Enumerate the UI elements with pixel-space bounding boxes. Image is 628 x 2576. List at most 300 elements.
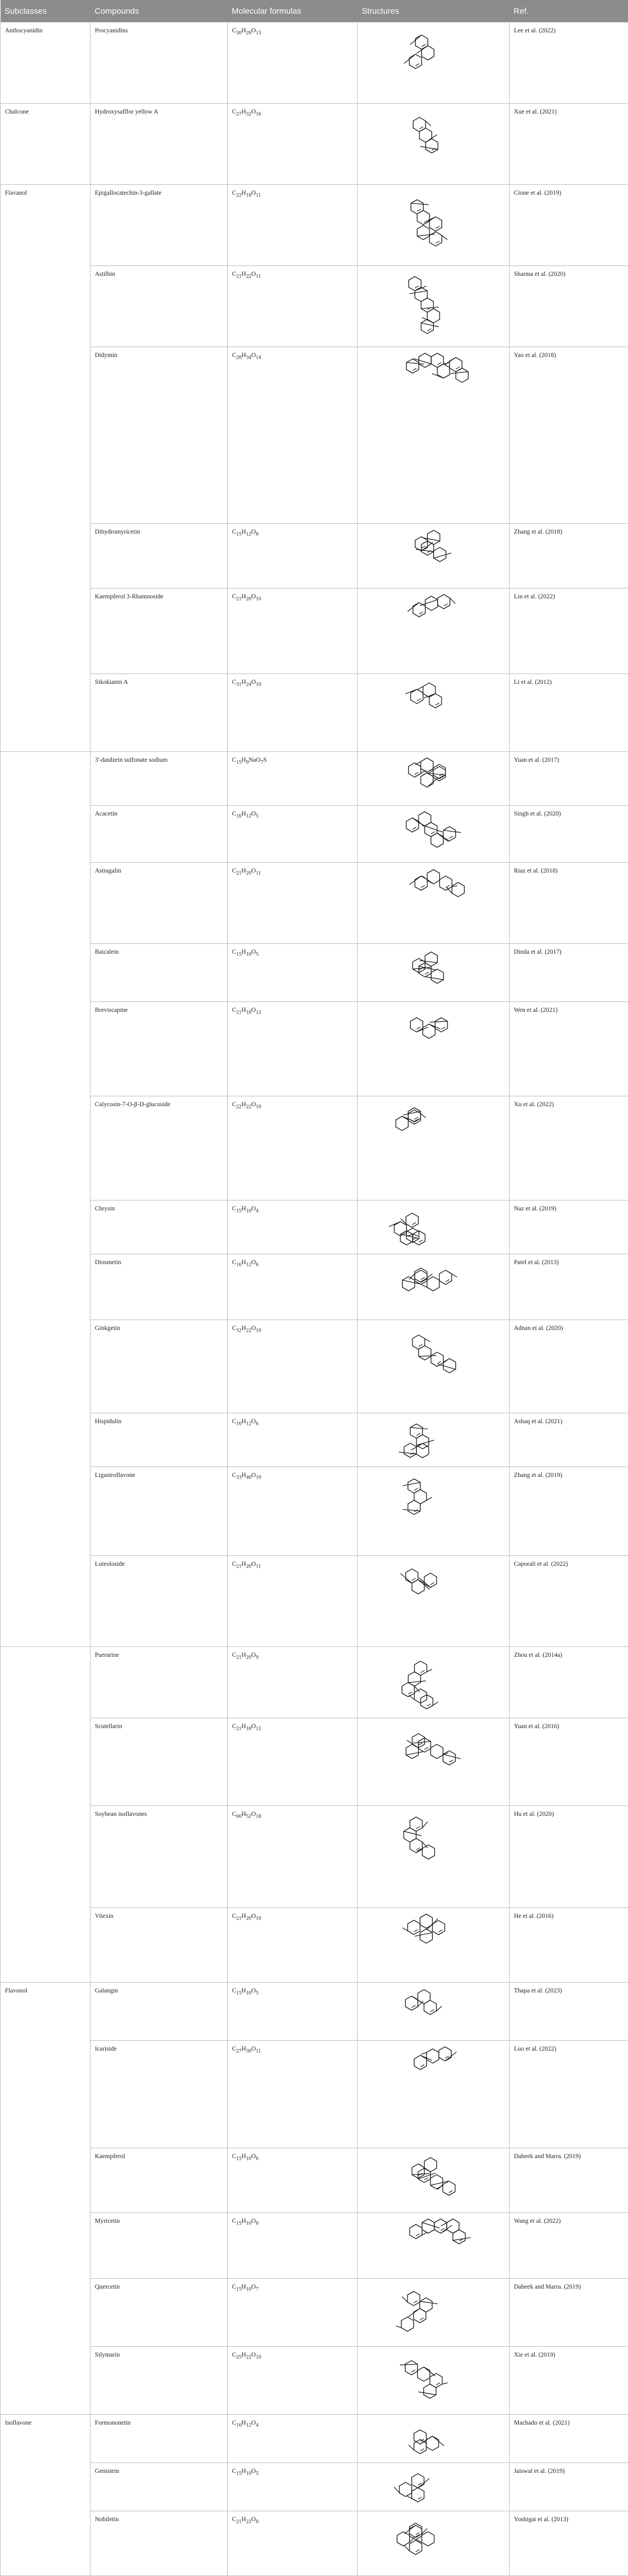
structure-double-bond bbox=[425, 972, 429, 974]
table-row bbox=[1, 104, 628, 185]
structure-ring bbox=[438, 595, 450, 609]
structure-double-bond bbox=[420, 2318, 423, 2320]
subclass-cell bbox=[1, 1647, 90, 1983]
header-structures: Structures bbox=[358, 0, 510, 22]
structure-ring bbox=[434, 2219, 447, 2233]
table-row bbox=[1, 1983, 628, 2041]
structure-calycosin-glucoside bbox=[384, 1100, 483, 1196]
table-row bbox=[1, 1002, 628, 1096]
structure-bond bbox=[403, 1928, 414, 1934]
ref-cell: He et al. (2016) bbox=[510, 1908, 628, 1983]
structure-double-bond bbox=[427, 329, 431, 331]
structure-ring bbox=[439, 1270, 452, 1284]
ref-cell: Naz et al. (2019) bbox=[510, 1201, 628, 1254]
table-row bbox=[1, 2279, 628, 2347]
structure-formononetin bbox=[384, 2418, 483, 2459]
structure-bond bbox=[442, 2383, 448, 2384]
structure-double-bond bbox=[422, 44, 426, 47]
structure-double-bond bbox=[449, 2190, 453, 2193]
structure-bond bbox=[450, 598, 455, 604]
structure-bond bbox=[432, 2436, 444, 2446]
formula-cell: $C_{27}H_{32}O_{16}$ bbox=[228, 104, 358, 185]
structure-ring bbox=[431, 969, 444, 983]
formula-cell: $C_{16}H_{12}O_6$ bbox=[228, 1413, 358, 1467]
structure-procyanidins bbox=[384, 26, 483, 99]
structure-bond bbox=[422, 537, 440, 541]
table-row bbox=[1, 752, 628, 806]
formula-cell: $C_{27}H_{30}O_{11}$ bbox=[228, 2041, 358, 2148]
structure-ring bbox=[424, 2000, 437, 2014]
compound-cell: Formononetin bbox=[90, 2415, 228, 2463]
table-row bbox=[1, 1096, 628, 1201]
structure-bond bbox=[421, 2052, 427, 2054]
structure-ring bbox=[409, 763, 421, 777]
structure-astilbin bbox=[384, 269, 483, 343]
structure-ring bbox=[434, 547, 446, 562]
structure-double-bond bbox=[421, 885, 425, 887]
structure-ring bbox=[418, 1346, 431, 1360]
structure-ring bbox=[411, 689, 423, 704]
structure-puerarine bbox=[384, 1650, 483, 1714]
structure-ring bbox=[401, 2317, 414, 2331]
formula-cell: $C_{15}H_{10}O_5$ bbox=[228, 2463, 358, 2511]
formula-cell: $C_{28}H_{34}O_{14}$ bbox=[228, 347, 358, 524]
structure-cell bbox=[358, 1320, 510, 1413]
structure-double-bond bbox=[420, 2449, 424, 2451]
structure-cell bbox=[358, 2213, 510, 2279]
structure-bond bbox=[417, 234, 435, 236]
structure-bond bbox=[419, 1578, 431, 1588]
structure-ring bbox=[408, 1920, 420, 1934]
structure-ring bbox=[427, 870, 440, 884]
structure-ring bbox=[409, 54, 422, 69]
compound-cell: Acacetin bbox=[90, 806, 228, 863]
structure-bond bbox=[400, 2364, 417, 2365]
ref-cell: Patel et al. (2013) bbox=[510, 1254, 628, 1320]
structure-bond bbox=[443, 830, 461, 833]
structure-double-bond bbox=[421, 1277, 425, 1279]
structure-ring bbox=[412, 1579, 425, 1594]
table-row bbox=[1, 806, 628, 863]
structure-double-bond bbox=[412, 1578, 416, 1581]
structure-bond bbox=[412, 1997, 424, 2004]
structure-double-bond bbox=[449, 836, 453, 838]
compound-cell: Nobiletin bbox=[90, 2511, 228, 2576]
table-row bbox=[1, 1908, 628, 1983]
structure-bond bbox=[401, 1234, 418, 1238]
ref-cell: Riaz et al. (2018) bbox=[510, 863, 628, 944]
structure-cell bbox=[358, 2041, 510, 2148]
structure-ring bbox=[406, 1213, 418, 1227]
formula-cell: $C_{21}H_{20}O_{10}$ bbox=[228, 588, 358, 674]
formula-cell: $C_{16}H_{12}O_5$ bbox=[228, 806, 358, 863]
structure-bond bbox=[412, 1235, 418, 1236]
structure-bond bbox=[415, 762, 421, 765]
structure-cell bbox=[358, 1096, 510, 1201]
structure-cell bbox=[358, 944, 510, 1002]
structure-double-bond bbox=[415, 1117, 418, 1119]
structure-double-bond bbox=[412, 2005, 416, 2007]
structure-cell bbox=[358, 2279, 510, 2347]
structure-bond bbox=[426, 121, 431, 126]
structure-ring bbox=[402, 1683, 415, 1697]
subclass-cell: Anthocyanidin bbox=[1, 22, 90, 104]
structure-ring bbox=[423, 2384, 436, 2398]
structure-cell bbox=[358, 1806, 510, 1908]
structure-bond bbox=[418, 2392, 436, 2394]
compound-cell: Genistein bbox=[90, 2463, 228, 2511]
compound-cell: Breviscapine bbox=[90, 1002, 228, 1096]
structure-double-bond bbox=[421, 1671, 425, 1673]
table-row bbox=[1, 266, 628, 347]
structure-bond bbox=[427, 1669, 432, 1672]
compound-cell: Myricetin bbox=[90, 2213, 228, 2279]
ref-cell: Adnan et al. (2020) bbox=[510, 1320, 628, 1413]
formula-cell: $C_{15}H_{12}O_8$ bbox=[228, 524, 358, 588]
structure-double-bond bbox=[440, 2228, 444, 2230]
table-row bbox=[1, 1254, 628, 1320]
structure-double-bond bbox=[414, 1929, 418, 1932]
structure-bond bbox=[408, 1681, 426, 1683]
table-row bbox=[1, 524, 628, 588]
compound-cell: Astragalin bbox=[90, 863, 228, 944]
structure-bond bbox=[421, 307, 439, 309]
ref-cell: Lin et al. (2022) bbox=[510, 588, 628, 674]
structure-double-bond bbox=[430, 2009, 434, 2012]
structure-ring bbox=[456, 368, 468, 382]
structure-ring bbox=[431, 1744, 443, 1758]
ref-cell: Dabeek and Marra. (2019) bbox=[510, 2279, 628, 2347]
structure-bond bbox=[394, 2487, 399, 2493]
formula-cell: $C_{21}H_{20}O_{11}$ bbox=[228, 1556, 358, 1647]
header-subclasses: Subclasses bbox=[1, 0, 90, 22]
structure-double-bond bbox=[437, 1361, 441, 1363]
table-row bbox=[1, 2511, 628, 2576]
structure-ring bbox=[414, 2308, 426, 2323]
formula-cell: $C_{30}H_{26}O_{13}$ bbox=[228, 22, 358, 104]
structure-ring bbox=[422, 1845, 435, 1859]
structure-ring bbox=[406, 818, 419, 832]
compound-cell: Quercetin bbox=[90, 2279, 228, 2347]
structure-daidzein-sulfonate bbox=[384, 755, 483, 801]
ref-cell: Li et al. (2012) bbox=[510, 674, 628, 752]
structure-bond bbox=[408, 603, 419, 612]
formula-cell: $C_{31}H_{24}O_{10}$ bbox=[228, 674, 358, 752]
ref-cell: Xu et al. (2022) bbox=[510, 1096, 628, 1201]
ref-cell: Dinda et al. (2017) bbox=[510, 944, 628, 1002]
structure-bond bbox=[405, 689, 417, 694]
formula-cell: $C_{15}H_9NaO_7S$ bbox=[228, 752, 358, 806]
structure-ring bbox=[422, 46, 434, 60]
structure-bond bbox=[433, 1702, 438, 1705]
structure-cell bbox=[358, 2415, 510, 2463]
structure-cell bbox=[358, 1467, 510, 1556]
structure-cell bbox=[358, 2347, 510, 2415]
structure-ring bbox=[405, 2360, 418, 2375]
structure-bond bbox=[422, 876, 433, 884]
structure-double-bond bbox=[435, 703, 439, 705]
structure-double-bond bbox=[411, 2370, 415, 2372]
structure-astragalin bbox=[384, 866, 483, 939]
header-molecular-formulas: Molecular formulas bbox=[228, 0, 358, 22]
compound-cell: Procyanidins bbox=[90, 22, 228, 104]
structure-bond bbox=[429, 1024, 440, 1029]
table-row bbox=[1, 588, 628, 674]
structure-cell bbox=[358, 2148, 510, 2213]
structure-double-bond bbox=[416, 2550, 420, 2552]
structure-ring bbox=[420, 1929, 433, 1943]
structure-quercetin bbox=[384, 2282, 483, 2342]
structure-ring bbox=[439, 2047, 451, 2061]
structure-double-bond bbox=[414, 2301, 417, 2303]
structure-ring bbox=[431, 1352, 444, 1366]
compound-cell: Hydroxysafflor yellow A bbox=[90, 104, 228, 185]
compound-cell: Vitexin bbox=[90, 1908, 228, 1983]
structure-ring bbox=[421, 319, 434, 333]
structure-ring bbox=[414, 2439, 427, 2454]
structure-bond bbox=[445, 2052, 456, 2061]
structure-bond bbox=[404, 2545, 410, 2551]
structure-double-bond bbox=[417, 1027, 421, 1029]
structure-ring bbox=[422, 2532, 434, 2546]
structure-ring bbox=[437, 364, 450, 378]
structure-double-bond bbox=[436, 2383, 440, 2385]
formula-cell: $C_{15}H_{10}O_4$ bbox=[228, 1201, 358, 1254]
structure-bond bbox=[421, 1113, 426, 1118]
table-row bbox=[1, 863, 628, 944]
structure-bond bbox=[450, 372, 468, 373]
table-row bbox=[1, 22, 628, 104]
structure-bond bbox=[420, 146, 438, 150]
structure-ring bbox=[443, 1751, 456, 1765]
structure-bond bbox=[418, 687, 423, 690]
compound-cell: Ligustroflavone bbox=[90, 1467, 228, 1556]
structure-bond bbox=[408, 2308, 420, 2317]
compound-cell: Luteoloside bbox=[90, 1556, 228, 1647]
structure-dihydromyricetin bbox=[384, 527, 483, 584]
formula-cell: $C_{66}H_{52}O_{18}$ bbox=[228, 1806, 358, 1908]
compound-cell: Sikokianin A bbox=[90, 674, 228, 752]
compound-cell: Epigallocatechin-3-gallate bbox=[90, 185, 228, 266]
structure-double-bond bbox=[416, 1826, 420, 1828]
ref-cell: Thapa et al. (2023) bbox=[510, 1983, 628, 2041]
structure-bond bbox=[442, 2219, 453, 2226]
formula-cell: $C_{16}H_{12}O_6$ bbox=[228, 1254, 358, 1320]
compound-cell: Ginkgetin bbox=[90, 1320, 228, 1413]
structure-double-bond bbox=[419, 1240, 423, 1242]
structure-cell bbox=[358, 524, 510, 588]
structure-double-bond bbox=[416, 2533, 420, 2535]
formula-cell: $C_{22}H_{22}O_{10}$ bbox=[228, 1096, 358, 1201]
table-row bbox=[1, 2041, 628, 2148]
structure-silymarin bbox=[384, 2350, 483, 2410]
structure-soybean-isoflavones bbox=[384, 1809, 483, 1904]
table-row bbox=[1, 2415, 628, 2463]
ref-cell: Machado et al. (2021) bbox=[510, 2415, 628, 2463]
table-row bbox=[1, 185, 628, 266]
structure-bond bbox=[444, 358, 456, 365]
structure-bond bbox=[409, 1695, 415, 1700]
compound-cell: Dihydromyricetin bbox=[90, 524, 228, 588]
structure-kaempferol bbox=[384, 2152, 483, 2209]
structure-ring bbox=[399, 2482, 412, 2496]
structure-cell bbox=[358, 347, 510, 524]
structure-double-bond bbox=[416, 2234, 420, 2236]
structure-cell bbox=[358, 1908, 510, 1983]
structure-ring bbox=[431, 833, 444, 847]
structure-bond bbox=[418, 1356, 436, 1357]
ref-cell: Luo et al. (2022) bbox=[510, 2041, 628, 2148]
subclass-cell: Isoflavone bbox=[1, 2415, 90, 2576]
structure-bond bbox=[420, 961, 437, 963]
structure-ring bbox=[427, 2049, 439, 2063]
formula-cell: $C_{33}H_{40}O_{19}$ bbox=[228, 1467, 358, 1556]
structure-ring bbox=[427, 1277, 440, 1291]
structure-cell bbox=[358, 1718, 510, 1806]
ref-cell: Jaiswal et al. (2019) bbox=[510, 2463, 628, 2511]
structure-scutellarin bbox=[384, 1722, 483, 1802]
structure-cell bbox=[358, 588, 510, 674]
structure-ring bbox=[404, 1443, 417, 1457]
structure-cell bbox=[358, 752, 510, 806]
structure-bond bbox=[422, 1285, 427, 1287]
structure-cell bbox=[358, 863, 510, 944]
structure-cell bbox=[358, 1201, 510, 1254]
structure-ring bbox=[421, 773, 433, 787]
formula-cell: $C_{15}H_{10}O_7$ bbox=[228, 2279, 358, 2347]
structure-myricetin bbox=[384, 2216, 483, 2274]
formula-cell: $C_{21}H_{20}O_9$ bbox=[228, 1647, 358, 1718]
subclass-cell: Chalcone bbox=[1, 104, 90, 185]
structure-ring bbox=[443, 2181, 455, 2195]
structure-ring bbox=[412, 2473, 425, 2488]
subclass-cell: Flavonol bbox=[1, 1983, 90, 2415]
structure-acacetin bbox=[384, 809, 483, 858]
ref-cell: Zhang et al. (2018) bbox=[510, 524, 628, 588]
header-ref: Ref. bbox=[510, 0, 628, 22]
structure-ring bbox=[425, 1573, 437, 1587]
structure-ring bbox=[452, 882, 465, 897]
structure-double-bond bbox=[431, 832, 435, 834]
table-row bbox=[1, 2148, 628, 2213]
formula-cell: $C_{16}H_{12}O_4$ bbox=[228, 2415, 358, 2463]
compound-cell: Hispidulin bbox=[90, 1413, 228, 1467]
structure-ring bbox=[410, 2540, 422, 2555]
header-compounds: Compounds bbox=[90, 0, 228, 22]
structure-bond bbox=[408, 1235, 413, 1236]
structure-chrysin bbox=[384, 1204, 483, 1250]
compound-cell: Silymarin bbox=[90, 2347, 228, 2415]
structure-ring bbox=[397, 2532, 410, 2546]
ref-cell: Xie et al. (2019) bbox=[510, 2347, 628, 2415]
structure-cell bbox=[358, 1413, 510, 1467]
compound-cell: Astilbin bbox=[90, 266, 228, 347]
structure-double-bond bbox=[419, 612, 423, 614]
ref-cell: Caporali et al. (2022) bbox=[510, 1556, 628, 1647]
table-row bbox=[1, 1556, 628, 1647]
structure-ring bbox=[419, 353, 432, 367]
structure-double-bond bbox=[431, 1583, 434, 1585]
compound-cell: Kaempferol 3-Rhamnoside bbox=[90, 588, 228, 674]
structure-bond bbox=[434, 553, 451, 558]
structure-ligustroflavone bbox=[384, 1470, 483, 1552]
structure-double-bond bbox=[414, 1488, 418, 1491]
structure-double-bond bbox=[445, 2056, 449, 2058]
structure-double-bond bbox=[416, 1433, 420, 1435]
structure-double-bond bbox=[412, 1222, 416, 1225]
structure-cell bbox=[358, 185, 510, 266]
compound-cell: Galangin bbox=[90, 1983, 228, 2041]
structure-egcg bbox=[384, 188, 483, 262]
structure-cell bbox=[358, 266, 510, 347]
structure-bond bbox=[406, 363, 424, 364]
structure-bond bbox=[430, 1021, 448, 1022]
structure-bond bbox=[422, 2223, 439, 2228]
structure-bond bbox=[437, 833, 449, 842]
structure-galangin bbox=[384, 1986, 483, 2036]
ref-cell: Wang et al. (2022) bbox=[510, 2213, 628, 2279]
compound-cell: Kaempferol bbox=[90, 2148, 228, 2213]
structure-sikokianin-a bbox=[384, 677, 483, 748]
structure-ring bbox=[439, 876, 452, 890]
structure-double-bond bbox=[418, 2497, 422, 2499]
formula-cell: $C_{21}H_{18}O_{12}$ bbox=[228, 1718, 358, 1806]
structure-bond bbox=[411, 203, 428, 205]
structure-ring bbox=[416, 1435, 429, 1449]
structure-bond bbox=[425, 1339, 430, 1342]
structure-bond bbox=[418, 1579, 429, 1589]
structure-bond bbox=[420, 600, 438, 605]
structure-nobiletin bbox=[384, 2515, 483, 2572]
structure-ring bbox=[443, 1358, 456, 1373]
structure-ring bbox=[408, 1501, 421, 1515]
structure-bond bbox=[445, 1270, 457, 1277]
ref-cell: Zhou et al. (2014a) bbox=[510, 1647, 628, 1718]
structure-bond bbox=[420, 1497, 432, 1504]
formula-cell: $C_{21}H_{22}O_{11}$ bbox=[228, 266, 358, 347]
formula-cell: $C_{15}H_{10}O_8$ bbox=[228, 2213, 358, 2279]
structure-ring bbox=[443, 826, 456, 841]
structure-double-bond bbox=[425, 1747, 428, 1750]
structure-bond bbox=[406, 1752, 423, 1755]
ref-cell: Lee et al. (2022) bbox=[510, 22, 628, 104]
structure-double-bond bbox=[446, 885, 450, 887]
structure-ring bbox=[410, 1838, 422, 1853]
structure-bond bbox=[402, 2297, 408, 2302]
table-row bbox=[1, 2463, 628, 2511]
structure-cell bbox=[358, 1002, 510, 1096]
compound-cell: Icariside bbox=[90, 2041, 228, 2148]
structure-bond bbox=[422, 1822, 428, 1828]
structure-genistein bbox=[384, 2466, 483, 2507]
structure-bond bbox=[409, 2445, 414, 2450]
structure-double-bond bbox=[417, 699, 421, 701]
formula-cell: $C_{32}H_{22}O_{10}$ bbox=[228, 1320, 358, 1413]
structure-double-bond bbox=[415, 286, 418, 288]
structure-double-bond bbox=[456, 367, 460, 369]
structure-double-bond bbox=[415, 772, 418, 774]
compound-cell: Chrysin bbox=[90, 1201, 228, 1254]
header-row bbox=[1, 0, 628, 22]
table-body bbox=[1, 22, 628, 2576]
formula-cell: $C_{15}H_{10}O_5$ bbox=[228, 1983, 358, 2041]
structure-ring bbox=[417, 2367, 430, 2381]
ref-cell: Sharma et al. (2020) bbox=[510, 266, 628, 347]
compound-cell: Puerarine bbox=[90, 1647, 228, 1718]
structure-cell bbox=[358, 1983, 510, 2041]
structure-cell bbox=[358, 1556, 510, 1647]
structure-ring bbox=[406, 1744, 418, 1758]
